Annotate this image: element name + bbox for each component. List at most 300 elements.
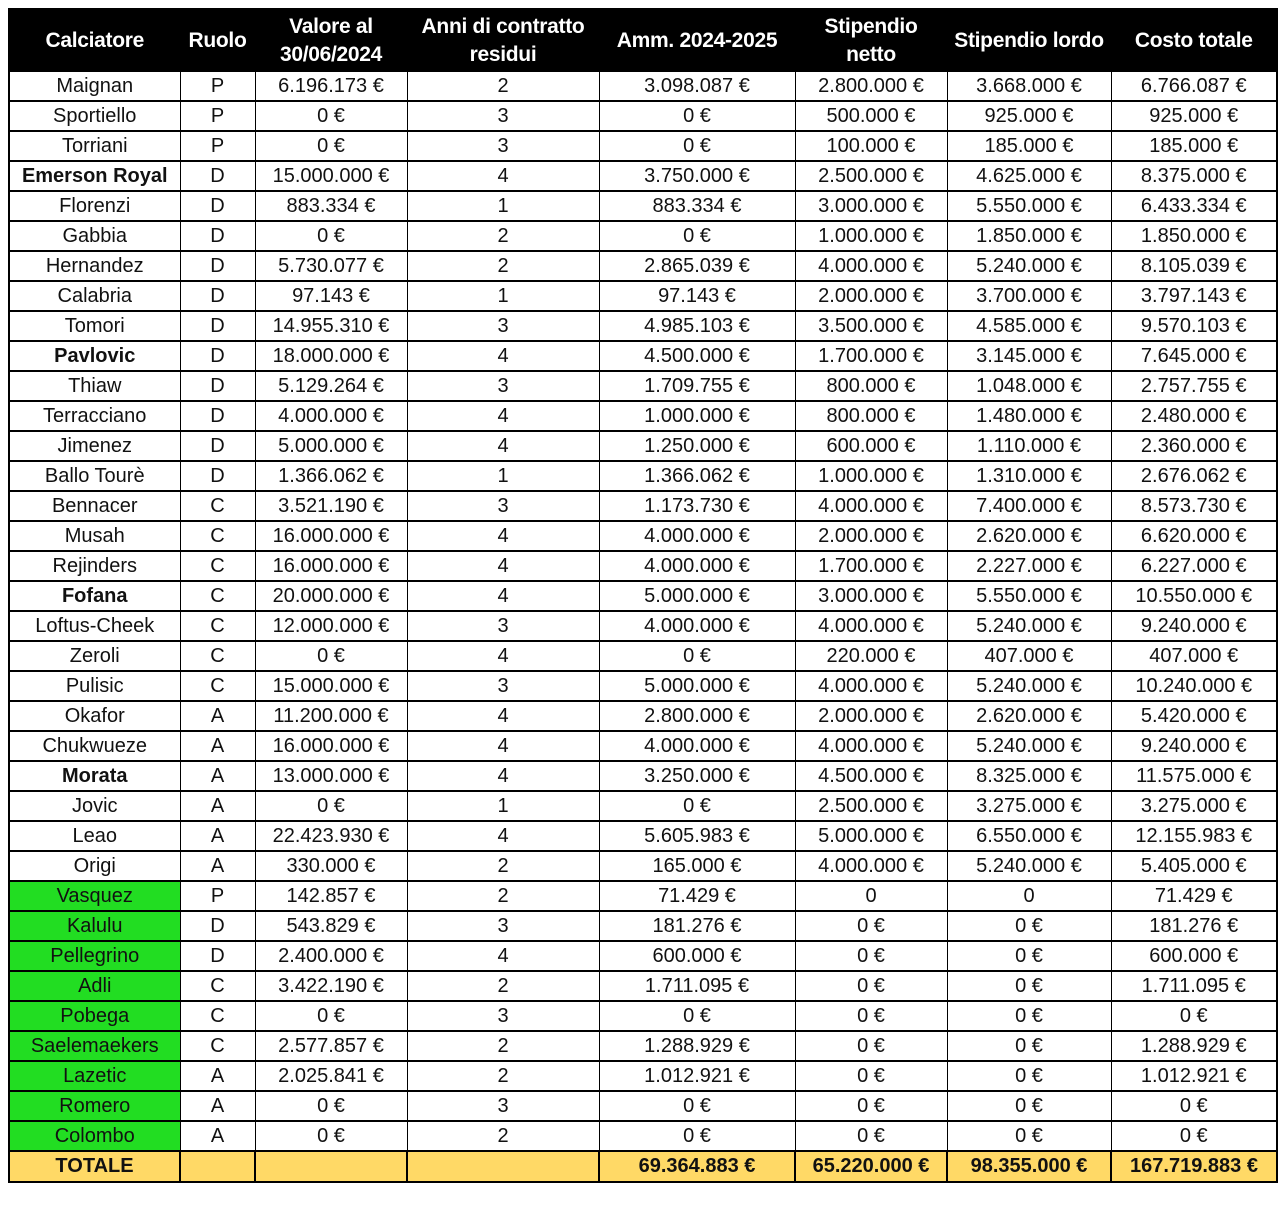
table-row (9, 1121, 1277, 1151)
cell-contract-years: 4 (407, 701, 599, 731)
cell-gross-salary: 4.625.000 € (947, 161, 1111, 191)
table-row (9, 731, 1277, 761)
cell-amortization: 1.709.755 € (599, 371, 795, 401)
cell-player: Calabria (9, 281, 180, 311)
table-row (9, 551, 1277, 581)
cell-role: C (180, 551, 255, 581)
cell-player: Pulisic (9, 671, 180, 701)
table-row (9, 521, 1277, 551)
table-row (9, 941, 1277, 971)
table-row (9, 911, 1277, 941)
cell-gross-salary: 0 € (947, 1031, 1111, 1061)
header-player: Calciatore (9, 9, 180, 72)
cell-amortization: 1.366.062 € (599, 461, 795, 491)
cell-total-cost: 407.000 € (1111, 641, 1277, 671)
cell-contract-years: 4 (407, 941, 599, 971)
cell-value: 0 € (255, 641, 407, 671)
cell-net-salary: 3.000.000 € (795, 191, 947, 221)
cell-gross-salary: 0 € (947, 1061, 1111, 1091)
cell-total-cost: 12.155.983 € (1111, 821, 1277, 851)
cell-role: A (180, 821, 255, 851)
cell-amortization: 4.500.000 € (599, 341, 795, 371)
cell-value: 97.143 € (255, 281, 407, 311)
cell-gross-salary: 5.240.000 € (947, 671, 1111, 701)
cell-contract-years: 3 (407, 101, 599, 131)
cell-net-salary: 800.000 € (795, 371, 947, 401)
cell-value: 13.000.000 € (255, 761, 407, 791)
cell-role: C (180, 971, 255, 1001)
cell-amortization: 1.250.000 € (599, 431, 795, 461)
cell-player: Thiaw (9, 371, 180, 401)
cell-player: Florenzi (9, 191, 180, 221)
cell-amortization: 0 € (599, 791, 795, 821)
cell-contract-years: 3 (407, 1091, 599, 1121)
cell-total-cost: 1.288.929 € (1111, 1031, 1277, 1061)
cell-contract-years: 4 (407, 821, 599, 851)
cell-value: 0 € (255, 791, 407, 821)
table-row (9, 431, 1277, 461)
cell-total-cost: 3.275.000 € (1111, 791, 1277, 821)
cell-value: 2.400.000 € (255, 941, 407, 971)
table-row (9, 311, 1277, 341)
cell-total-cost: 9.240.000 € (1111, 611, 1277, 641)
cell-value: 16.000.000 € (255, 731, 407, 761)
cell-gross-salary: 4.585.000 € (947, 311, 1111, 341)
cell-amortization: 5.605.983 € (599, 821, 795, 851)
cell-player: Bennacer (9, 491, 180, 521)
cell-player: Maignan (9, 72, 180, 102)
cell-player: Romero (9, 1091, 180, 1121)
cell-gross-salary: 0 € (947, 1091, 1111, 1121)
cell-value: 18.000.000 € (255, 341, 407, 371)
cell-gross-salary: 3.700.000 € (947, 281, 1111, 311)
cell-value: 5.000.000 € (255, 431, 407, 461)
cell-value: 11.200.000 € (255, 701, 407, 731)
cell-role: C (180, 491, 255, 521)
cell-net-salary: 0 € (795, 1091, 947, 1121)
cell-role: A (180, 851, 255, 881)
cell-player: Saelemaekers (9, 1031, 180, 1061)
cell-amortization: 5.000.000 € (599, 671, 795, 701)
cell-gross-salary: 7.400.000 € (947, 491, 1111, 521)
table-row (9, 1061, 1277, 1091)
cell-role: D (180, 431, 255, 461)
cell-role: D (180, 941, 255, 971)
cell-player: Kalulu (9, 911, 180, 941)
cell-amortization: 5.000.000 € (599, 581, 795, 611)
cell-amortization: 1.000.000 € (599, 401, 795, 431)
cell-contract-years: 3 (407, 611, 599, 641)
cell-total-cost: 5.420.000 € (1111, 701, 1277, 731)
header-value: Valore al 30/06/2024 (255, 9, 407, 72)
cell-gross-salary: 1.850.000 € (947, 221, 1111, 251)
cell-role: D (180, 461, 255, 491)
cell-total-cost: 1.850.000 € (1111, 221, 1277, 251)
cell-value: 1.366.062 € (255, 461, 407, 491)
cell-value: 5.730.077 € (255, 251, 407, 281)
cell-player: Terracciano (9, 401, 180, 431)
cell-contract-years: 4 (407, 161, 599, 191)
cell-contract-years: 2 (407, 72, 599, 102)
cell-contract-years: 4 (407, 581, 599, 611)
table-row (9, 761, 1277, 791)
cell-total-cost: 9.240.000 € (1111, 731, 1277, 761)
cell-amortization: 3.250.000 € (599, 761, 795, 791)
total-amortization: 69.364.883 € (599, 1151, 795, 1182)
cell-role: A (180, 761, 255, 791)
cell-player: Tomori (9, 311, 180, 341)
table-row (9, 461, 1277, 491)
cell-gross-salary: 0 € (947, 911, 1111, 941)
cell-player: Emerson Royal (9, 161, 180, 191)
cell-value: 16.000.000 € (255, 551, 407, 581)
cell-gross-salary: 1.480.000 € (947, 401, 1111, 431)
cell-value: 14.955.310 € (255, 311, 407, 341)
cell-role: A (180, 1061, 255, 1091)
cell-player: Morata (9, 761, 180, 791)
cell-gross-salary: 3.145.000 € (947, 341, 1111, 371)
cell-role: D (180, 341, 255, 371)
cell-contract-years: 3 (407, 671, 599, 701)
cell-player: Gabbia (9, 221, 180, 251)
cell-contract-years: 2 (407, 1061, 599, 1091)
cell-contract-years: 3 (407, 1001, 599, 1031)
cell-contract-years: 1 (407, 191, 599, 221)
cell-player: Fofana (9, 581, 180, 611)
cell-value: 330.000 € (255, 851, 407, 881)
cell-net-salary: 500.000 € (795, 101, 947, 131)
cell-net-salary: 4.000.000 € (795, 731, 947, 761)
cell-amortization: 0 € (599, 641, 795, 671)
cell-amortization: 1.173.730 € (599, 491, 795, 521)
cell-gross-salary: 2.620.000 € (947, 701, 1111, 731)
cell-player: Torriani (9, 131, 180, 161)
cell-amortization: 0 € (599, 1091, 795, 1121)
cell-player: Leao (9, 821, 180, 851)
cell-contract-years: 4 (407, 761, 599, 791)
cell-gross-salary: 6.550.000 € (947, 821, 1111, 851)
cell-gross-salary: 0 € (947, 1001, 1111, 1031)
cell-net-salary: 4.000.000 € (795, 251, 947, 281)
cell-gross-salary: 5.550.000 € (947, 581, 1111, 611)
cell-gross-salary: 0 € (947, 971, 1111, 1001)
cell-net-salary: 0 € (795, 911, 947, 941)
header-gross-salary: Stipendio lordo (947, 9, 1111, 72)
cell-total-cost: 8.375.000 € (1111, 161, 1277, 191)
cell-amortization: 4.000.000 € (599, 611, 795, 641)
cell-contract-years: 3 (407, 311, 599, 341)
cell-total-cost: 0 € (1111, 1001, 1277, 1031)
cell-total-cost: 71.429 € (1111, 881, 1277, 911)
cell-gross-salary: 0 (947, 881, 1111, 911)
cell-net-salary: 2.500.000 € (795, 161, 947, 191)
cell-role: C (180, 1001, 255, 1031)
total-label: TOTALE (9, 1151, 180, 1182)
cell-value: 15.000.000 € (255, 671, 407, 701)
cell-amortization: 0 € (599, 131, 795, 161)
cell-total-cost: 1.711.095 € (1111, 971, 1277, 1001)
cell-contract-years: 1 (407, 461, 599, 491)
cell-role: A (180, 1091, 255, 1121)
cell-amortization: 2.800.000 € (599, 701, 795, 731)
cell-net-salary: 0 € (795, 1061, 947, 1091)
cell-net-salary: 4.000.000 € (795, 611, 947, 641)
header-net-salary: Stipendio netto (795, 9, 947, 72)
cell-total-cost: 9.570.103 € (1111, 311, 1277, 341)
cell-amortization: 4.985.103 € (599, 311, 795, 341)
cell-amortization: 0 € (599, 221, 795, 251)
cell-amortization: 0 € (599, 1121, 795, 1151)
cell-total-cost: 3.797.143 € (1111, 281, 1277, 311)
cell-total-cost: 2.757.755 € (1111, 371, 1277, 401)
cell-net-salary: 2.000.000 € (795, 521, 947, 551)
header-role: Ruolo (180, 9, 255, 72)
cell-amortization: 0 € (599, 101, 795, 131)
cell-gross-salary: 2.620.000 € (947, 521, 1111, 551)
total-gross-salary: 98.355.000 € (947, 1151, 1111, 1182)
table-row (9, 1001, 1277, 1031)
total-cost: 167.719.883 € (1111, 1151, 1277, 1182)
total-empty-role (180, 1151, 255, 1182)
cell-amortization: 2.865.039 € (599, 251, 795, 281)
cell-amortization: 71.429 € (599, 881, 795, 911)
cell-amortization: 3.098.087 € (599, 72, 795, 102)
cell-contract-years: 3 (407, 371, 599, 401)
cell-amortization: 4.000.000 € (599, 551, 795, 581)
cell-total-cost: 2.676.062 € (1111, 461, 1277, 491)
cell-player: Jovic (9, 791, 180, 821)
cell-net-salary: 3.000.000 € (795, 581, 947, 611)
cell-gross-salary: 5.240.000 € (947, 731, 1111, 761)
cell-gross-salary: 1.048.000 € (947, 371, 1111, 401)
cell-player: Musah (9, 521, 180, 551)
table-body (9, 72, 1277, 1152)
cell-gross-salary: 5.240.000 € (947, 851, 1111, 881)
cell-player: Sportiello (9, 101, 180, 131)
cell-role: C (180, 671, 255, 701)
cell-role: C (180, 581, 255, 611)
cell-gross-salary: 5.240.000 € (947, 611, 1111, 641)
cell-total-cost: 5.405.000 € (1111, 851, 1277, 881)
cell-value: 883.334 € (255, 191, 407, 221)
cell-player: Pellegrino (9, 941, 180, 971)
cell-role: D (180, 911, 255, 941)
cell-role: C (180, 641, 255, 671)
cell-value: 0 € (255, 1121, 407, 1151)
header-contract-years: Anni di contratto residui (407, 9, 599, 72)
cell-total-cost: 925.000 € (1111, 101, 1277, 131)
cell-net-salary: 2.000.000 € (795, 281, 947, 311)
cell-contract-years: 3 (407, 491, 599, 521)
total-row (9, 1151, 1277, 1182)
table-row (9, 161, 1277, 191)
cell-value: 0 € (255, 221, 407, 251)
table-row (9, 281, 1277, 311)
cell-role: D (180, 161, 255, 191)
table-row (9, 971, 1277, 1001)
cell-total-cost: 6.766.087 € (1111, 72, 1277, 102)
cell-role: P (180, 101, 255, 131)
cell-total-cost: 7.645.000 € (1111, 341, 1277, 371)
total-empty-value (255, 1151, 407, 1182)
cell-net-salary: 220.000 € (795, 641, 947, 671)
cell-value: 20.000.000 € (255, 581, 407, 611)
header-total-cost: Costo totale (1111, 9, 1277, 72)
cell-value: 3.422.190 € (255, 971, 407, 1001)
table-row (9, 491, 1277, 521)
cell-value: 2.025.841 € (255, 1061, 407, 1091)
cell-role: D (180, 221, 255, 251)
cell-contract-years: 2 (407, 251, 599, 281)
table-row (9, 851, 1277, 881)
cell-gross-salary: 407.000 € (947, 641, 1111, 671)
cell-amortization: 4.000.000 € (599, 731, 795, 761)
cell-contract-years: 4 (407, 521, 599, 551)
cell-contract-years: 4 (407, 551, 599, 581)
cell-player: Adli (9, 971, 180, 1001)
cell-value: 543.829 € (255, 911, 407, 941)
cell-gross-salary: 2.227.000 € (947, 551, 1111, 581)
cell-gross-salary: 0 € (947, 1121, 1111, 1151)
cell-player: Jimenez (9, 431, 180, 461)
cell-gross-salary: 1.110.000 € (947, 431, 1111, 461)
cell-gross-salary: 5.240.000 € (947, 251, 1111, 281)
cell-value: 6.196.173 € (255, 72, 407, 102)
cell-gross-salary: 5.550.000 € (947, 191, 1111, 221)
total-net-salary: 65.220.000 € (795, 1151, 947, 1182)
player-cost-table (8, 8, 1278, 1183)
cell-amortization: 600.000 € (599, 941, 795, 971)
cell-total-cost: 1.012.921 € (1111, 1061, 1277, 1091)
cell-contract-years: 4 (407, 431, 599, 461)
cell-player: Rejinders (9, 551, 180, 581)
cell-net-salary: 2.000.000 € (795, 701, 947, 731)
cell-value: 16.000.000 € (255, 521, 407, 551)
cell-total-cost: 2.360.000 € (1111, 431, 1277, 461)
cell-net-salary: 4.000.000 € (795, 491, 947, 521)
cell-value: 5.129.264 € (255, 371, 407, 401)
table-row (9, 101, 1277, 131)
total-empty-years (407, 1151, 599, 1182)
table-row (9, 671, 1277, 701)
cell-net-salary: 600.000 € (795, 431, 947, 461)
table-row (9, 401, 1277, 431)
cell-value: 15.000.000 € (255, 161, 407, 191)
cell-net-salary: 2.500.000 € (795, 791, 947, 821)
table-row (9, 821, 1277, 851)
cell-role: P (180, 72, 255, 102)
cell-net-salary: 0 € (795, 1031, 947, 1061)
table-row (9, 131, 1277, 161)
cell-gross-salary: 925.000 € (947, 101, 1111, 131)
cell-gross-salary: 1.310.000 € (947, 461, 1111, 491)
cell-amortization: 1.012.921 € (599, 1061, 795, 1091)
cell-amortization: 1.711.095 € (599, 971, 795, 1001)
cell-total-cost: 8.105.039 € (1111, 251, 1277, 281)
table-row (9, 341, 1277, 371)
cell-net-salary: 800.000 € (795, 401, 947, 431)
cell-net-salary: 100.000 € (795, 131, 947, 161)
cell-gross-salary: 8.325.000 € (947, 761, 1111, 791)
cell-total-cost: 0 € (1111, 1091, 1277, 1121)
cell-net-salary: 4.000.000 € (795, 851, 947, 881)
cell-value: 0 € (255, 131, 407, 161)
cell-player: Chukwueze (9, 731, 180, 761)
cell-role: D (180, 401, 255, 431)
cell-player: Zeroli (9, 641, 180, 671)
cell-value: 22.423.930 € (255, 821, 407, 851)
cell-gross-salary: 0 € (947, 941, 1111, 971)
cell-contract-years: 3 (407, 911, 599, 941)
cell-total-cost: 10.550.000 € (1111, 581, 1277, 611)
cell-role: A (180, 701, 255, 731)
cell-player: Okafor (9, 701, 180, 731)
cell-total-cost: 6.227.000 € (1111, 551, 1277, 581)
cell-gross-salary: 185.000 € (947, 131, 1111, 161)
cell-player: Vasquez (9, 881, 180, 911)
cell-value: 0 € (255, 101, 407, 131)
table-row (9, 791, 1277, 821)
cell-role: D (180, 311, 255, 341)
cell-total-cost: 6.433.334 € (1111, 191, 1277, 221)
cell-net-salary: 1.000.000 € (795, 221, 947, 251)
cell-role: D (180, 371, 255, 401)
cell-contract-years: 4 (407, 641, 599, 671)
table-row (9, 72, 1277, 102)
cell-role: D (180, 251, 255, 281)
table-row (9, 221, 1277, 251)
cell-total-cost: 600.000 € (1111, 941, 1277, 971)
table-row (9, 881, 1277, 911)
cell-value: 142.857 € (255, 881, 407, 911)
header-row (9, 9, 1277, 72)
cell-net-salary: 2.800.000 € (795, 72, 947, 102)
cell-contract-years: 2 (407, 1031, 599, 1061)
cell-net-salary: 0 € (795, 1001, 947, 1031)
cell-player: Lazetic (9, 1061, 180, 1091)
cell-net-salary: 4.000.000 € (795, 671, 947, 701)
cell-net-salary: 0 (795, 881, 947, 911)
table-row (9, 1091, 1277, 1121)
cell-role: P (180, 131, 255, 161)
cell-net-salary: 0 € (795, 941, 947, 971)
cell-role: D (180, 281, 255, 311)
cell-net-salary: 1.700.000 € (795, 341, 947, 371)
table-row (9, 1031, 1277, 1061)
table-row (9, 611, 1277, 641)
cell-player: Hernandez (9, 251, 180, 281)
cell-net-salary: 5.000.000 € (795, 821, 947, 851)
cell-amortization: 181.276 € (599, 911, 795, 941)
cell-role: A (180, 791, 255, 821)
cell-total-cost: 10.240.000 € (1111, 671, 1277, 701)
table-row (9, 581, 1277, 611)
cell-role: C (180, 611, 255, 641)
cell-contract-years: 2 (407, 1121, 599, 1151)
cell-player: Ballo Tourè (9, 461, 180, 491)
cell-value: 0 € (255, 1001, 407, 1031)
table-row (9, 701, 1277, 731)
cell-net-salary: 3.500.000 € (795, 311, 947, 341)
cell-role: C (180, 521, 255, 551)
cell-net-salary: 0 € (795, 1121, 947, 1151)
cell-amortization: 1.288.929 € (599, 1031, 795, 1061)
cell-player: Pobega (9, 1001, 180, 1031)
cell-amortization: 0 € (599, 1001, 795, 1031)
cell-contract-years: 4 (407, 731, 599, 761)
cell-player: Origi (9, 851, 180, 881)
table-row (9, 371, 1277, 401)
